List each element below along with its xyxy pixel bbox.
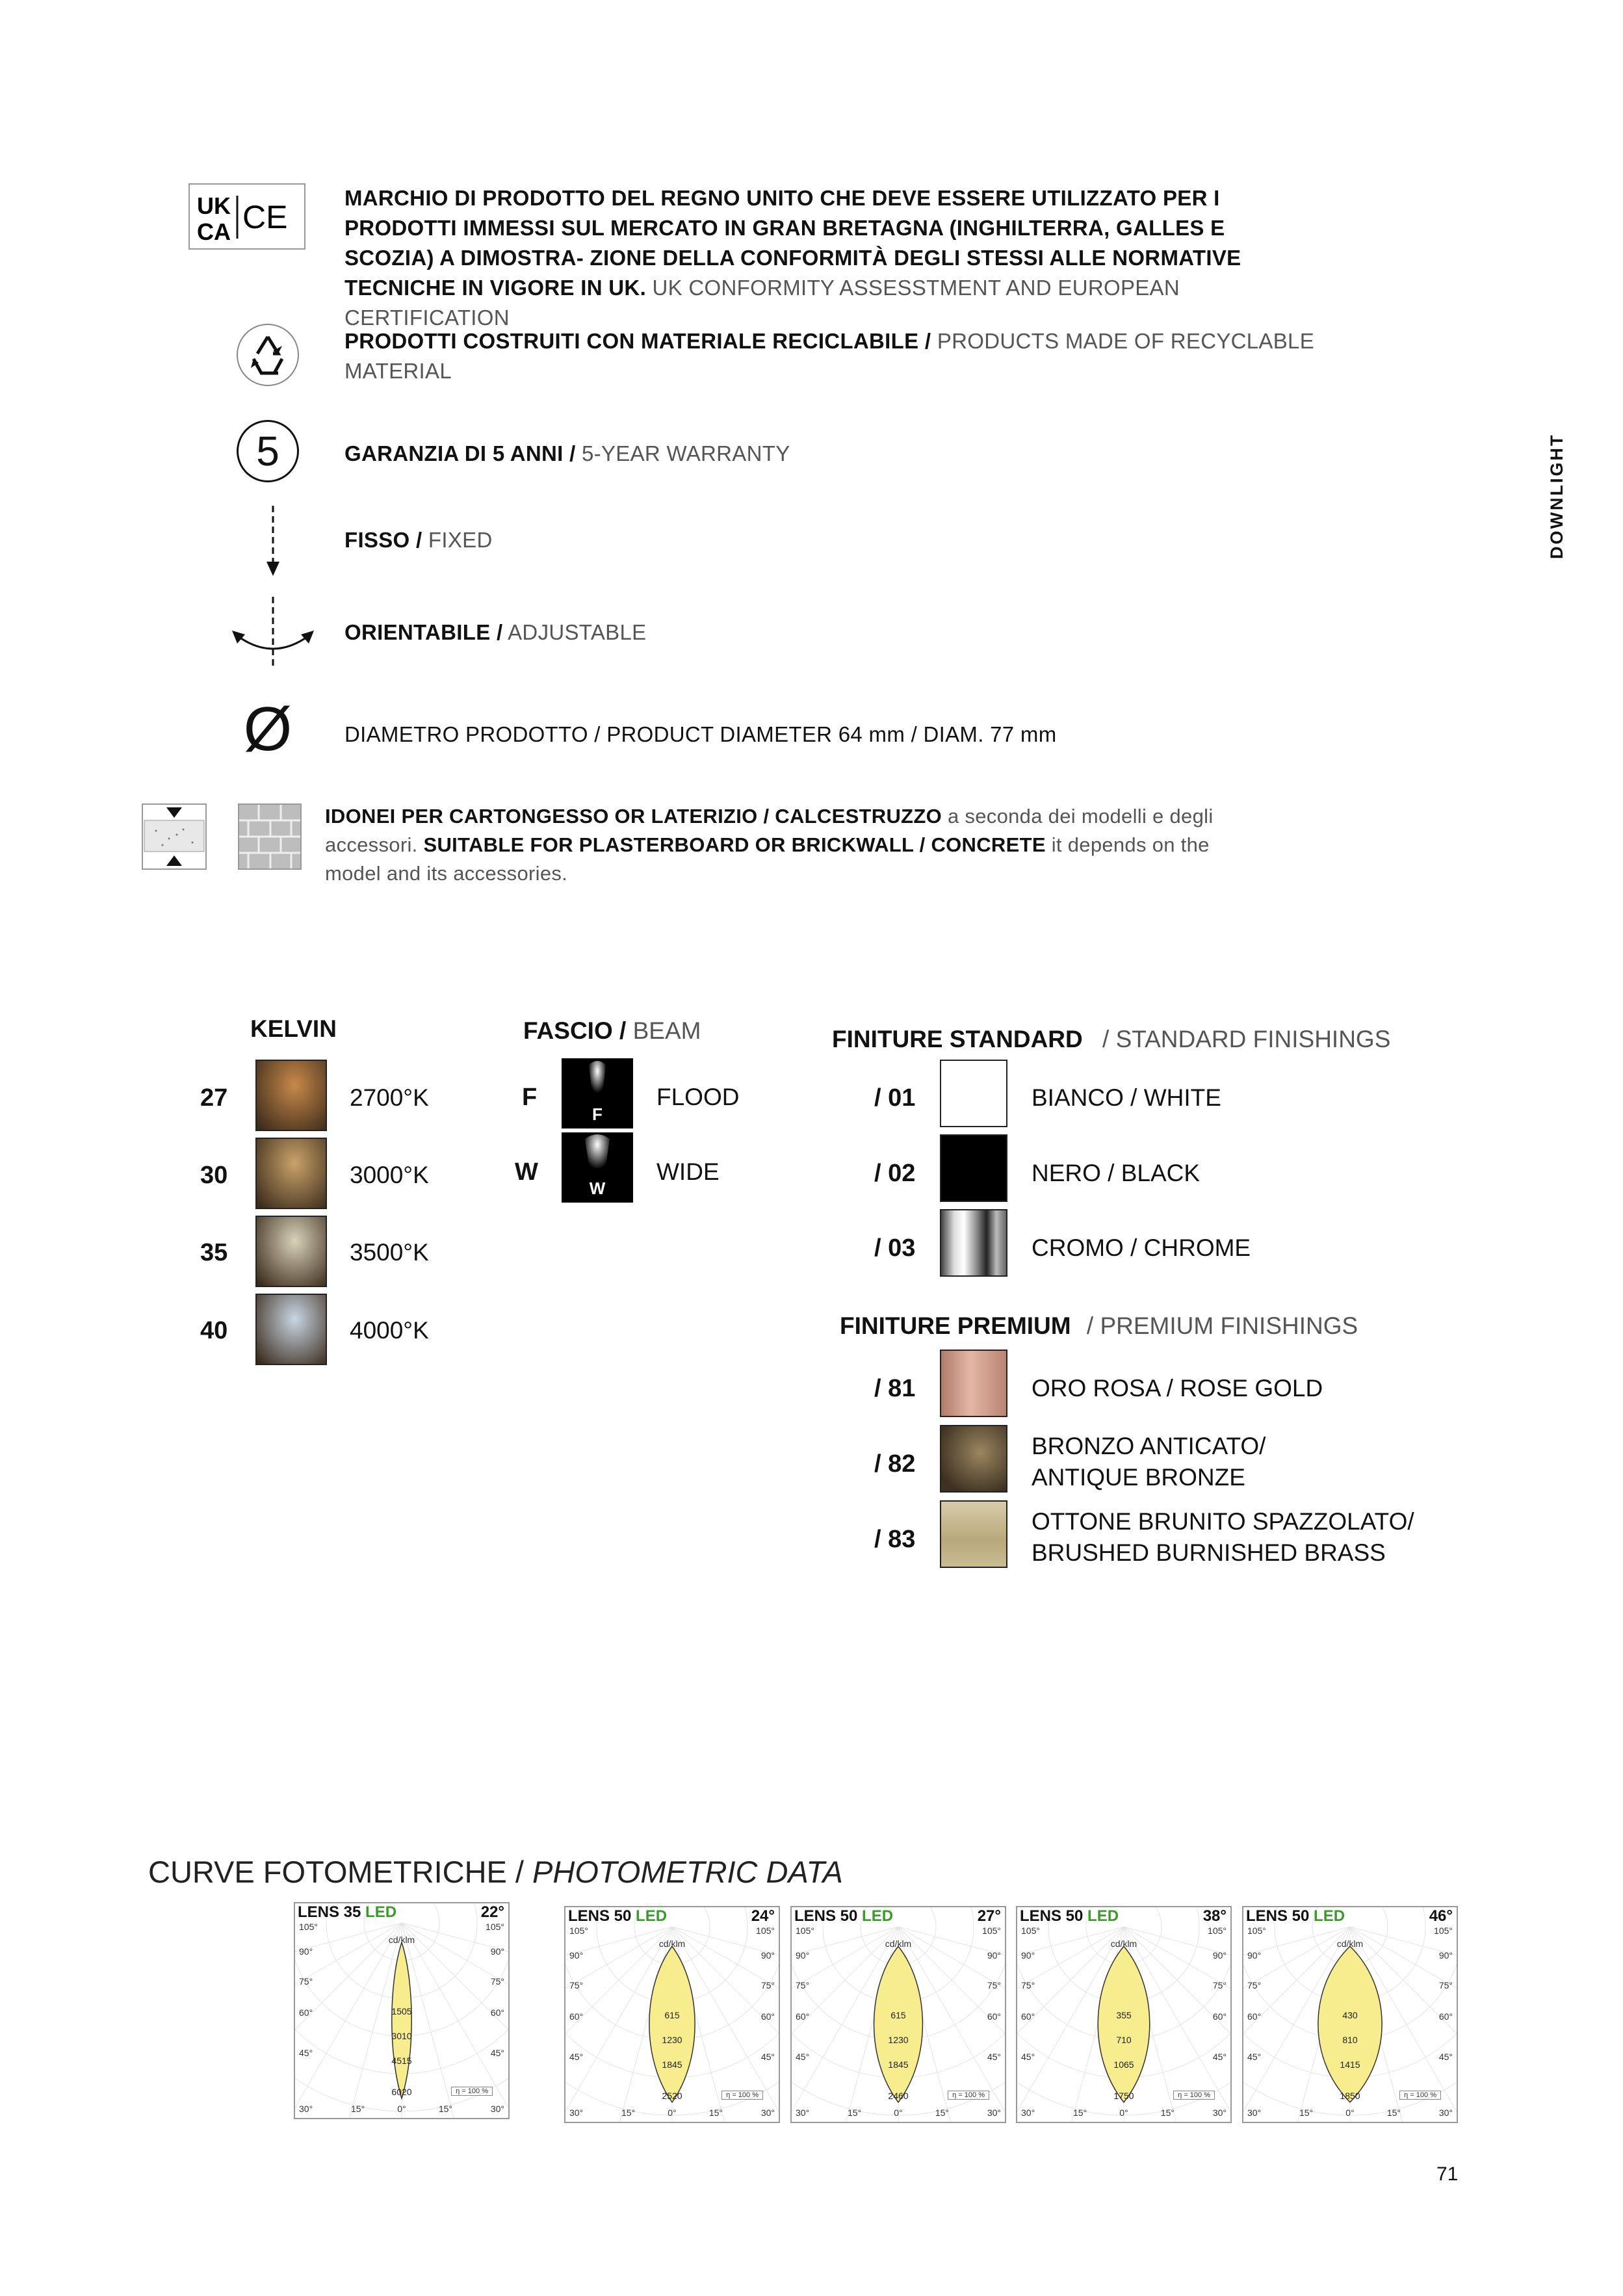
- angle-label: 30°: [987, 2107, 1001, 2118]
- install-light-en: it depends on the model and its accessories.: [325, 833, 1210, 885]
- chart-title: [1020, 1907, 1119, 1925]
- recycle-icon: [235, 322, 300, 387]
- beam-heading-light: BEAM: [632, 1017, 701, 1044]
- beam-label: WIDE: [656, 1158, 720, 1185]
- diameter-text: DIAMETRO PRODOTTO / PRODUCT DIAMETER 64 mm / DIAM. 77 mm: [344, 722, 1057, 746]
- chart-lens: LENS 50: [568, 1907, 636, 1925]
- kelvin-code: 40: [200, 1317, 228, 1344]
- angle-label: 15°: [848, 2107, 862, 2118]
- intensity-value: 430: [1342, 2010, 1358, 2020]
- angle-label: 105°: [1021, 1925, 1040, 1936]
- unit-label: cd/klm: [388, 1935, 415, 1945]
- angle-label: 90°: [1438, 1950, 1453, 1961]
- intensity-value: 1065: [1113, 2059, 1134, 2070]
- angle-label: 90°: [1247, 1950, 1262, 1961]
- beam-heading: [523, 1017, 701, 1045]
- kelvin-label: 4000°K: [350, 1317, 429, 1344]
- angle-label: 75°: [760, 1980, 775, 1990]
- intensity-value: 810: [1342, 2035, 1358, 2045]
- angle-label: 45°: [987, 2052, 1001, 2062]
- chart-title: [298, 1903, 396, 1922]
- beam-label: FLOOD: [656, 1084, 740, 1110]
- angle-label: 45°: [299, 2048, 313, 2058]
- finish-label: BIANCO / WHITE: [1032, 1084, 1221, 1111]
- angle-label: 30°: [1021, 2107, 1035, 2118]
- ukca-light-text: UK CONFORMITY ASSESSTMENT AND EUROPEAN CERTIFICATION: [344, 276, 1180, 330]
- angle-label: 75°: [987, 1980, 1001, 1990]
- kelvin-code: 35: [200, 1239, 228, 1266]
- recycle-description: [344, 326, 1319, 386]
- diameter-icon: [235, 694, 300, 764]
- angle-label: 15°: [438, 2104, 452, 2114]
- chart-led: LED: [636, 1907, 668, 1925]
- finish-label: CROMO / CHROME: [1032, 1234, 1251, 1261]
- fixed-arrow-icon: [253, 506, 292, 577]
- efficiency-label: η = 100 %: [1399, 2091, 1441, 2100]
- angle-label: 60°: [1021, 2011, 1035, 2022]
- warranty-light-text: 5-YEAR WARRANTY: [582, 441, 790, 465]
- efficiency-label: η = 100 %: [721, 2091, 763, 2100]
- photometric-title-italic: PHOTOMETRIC DATA: [532, 1855, 843, 1889]
- standard-heading-bold: FINITURE STANDARD: [832, 1026, 1083, 1052]
- ukca-ce-icon: [188, 183, 305, 250]
- angle-label: 75°: [1212, 1980, 1227, 1990]
- angle-label: 0°: [397, 2104, 406, 2114]
- wide-letter: W: [589, 1179, 606, 1198]
- finish-label: ORO ROSA / ROSE GOLD: [1032, 1375, 1323, 1402]
- angle-label: 45°: [569, 2052, 584, 2062]
- chart-beam-angle: 46°: [1429, 1907, 1453, 1925]
- recycle-bold-text: PRODOTTI COSTRUITI CON MATERIALE RECICLABILE /: [344, 329, 931, 353]
- light-distribution-lobe: [649, 1946, 695, 2102]
- angle-label: 90°: [1212, 1950, 1227, 1961]
- efficiency-label: η = 100 %: [948, 2091, 989, 2100]
- chart-title: [794, 1907, 893, 1925]
- chart-led: LED: [365, 1903, 397, 1921]
- finish-label: NERO / BLACK: [1032, 1160, 1201, 1186]
- premium-finishes-heading: [840, 1312, 1358, 1340]
- angle-label: 15°: [621, 2107, 636, 2118]
- angle-label: 30°: [1212, 2107, 1227, 2118]
- brushed-brass-finish-swatch: [940, 1500, 1007, 1568]
- kelvin-2700-swatch: [255, 1060, 327, 1131]
- angle-label: 75°: [299, 1976, 313, 1987]
- recycle-light-text: PRODUCTS MADE OF RECYCLABLE MATERIAL: [344, 329, 1315, 383]
- install-bold-en: SUITABLE FOR PLASTERBOARD OR BRICKWALL / CONCRETE: [423, 833, 1046, 856]
- finish-label-line1: BRONZO ANTICATO/: [1032, 1433, 1266, 1459]
- diameter-description: [344, 720, 1319, 750]
- light-distribution-lobe: [1318, 1946, 1382, 2102]
- premium-heading-bold: FINITURE PREMIUM: [840, 1312, 1071, 1339]
- angle-label: 45°: [760, 2052, 775, 2062]
- photometric-chart: [790, 1906, 1006, 2123]
- angle-label: 45°: [1212, 2052, 1227, 2062]
- flood-beam-icon: [562, 1058, 633, 1128]
- finish-code: / 83: [874, 1526, 916, 1553]
- angle-label: 0°: [668, 2107, 677, 2118]
- kelvin-label: 2700°K: [350, 1084, 429, 1111]
- angle-label: 15°: [708, 2107, 723, 2118]
- install-description: [325, 802, 1248, 888]
- chart-beam-angle: 22°: [480, 1903, 504, 1921]
- kelvin-label: 3000°K: [350, 1162, 429, 1188]
- angle-label: 75°: [796, 1980, 810, 1990]
- angle-label: 60°: [490, 2007, 504, 2018]
- chart-title: [568, 1907, 667, 1925]
- chart-led: LED: [1087, 1907, 1119, 1925]
- angle-label: 105°: [486, 1922, 504, 1932]
- light-distribution-lobe: [874, 1946, 923, 2102]
- efficiency-label: η = 100 %: [1173, 2091, 1215, 2100]
- intensity-value: 1750: [1113, 2091, 1134, 2101]
- angle-label: 105°: [299, 1922, 318, 1932]
- unit-label: cd/klm: [1110, 1938, 1137, 1949]
- angle-label: 15°: [1299, 2107, 1314, 2118]
- angle-label: 105°: [1208, 1925, 1227, 1936]
- chart-lens: LENS 50: [1020, 1907, 1088, 1925]
- chart-led: LED: [862, 1907, 894, 1925]
- svg-text:UK: UK: [197, 192, 231, 219]
- beam-code: F: [522, 1084, 538, 1111]
- angle-label: 105°: [1434, 1925, 1453, 1936]
- chrome-finish-swatch: [940, 1209, 1007, 1277]
- angle-label: 45°: [796, 2052, 810, 2062]
- intensity-value: 615: [664, 2010, 680, 2020]
- chart-lens: LENS 35: [298, 1903, 366, 1921]
- angle-label: 45°: [490, 2048, 504, 2058]
- intensity-value: 3010: [391, 2031, 412, 2041]
- kelvin-code: 30: [200, 1162, 228, 1189]
- premium-heading-light: / PREMIUM FINISHINGS: [1086, 1312, 1358, 1339]
- white-finish-swatch: [940, 1060, 1007, 1127]
- warranty-bold-text: GARANZIA DI 5 ANNI /: [344, 441, 576, 465]
- angle-label: 45°: [1247, 2052, 1262, 2062]
- angle-label: 105°: [569, 1925, 588, 1936]
- intensity-value: 1845: [888, 2059, 909, 2070]
- wide-beam-icon: [562, 1132, 633, 1203]
- light-distribution-lobe: [1098, 1946, 1150, 2102]
- finish-code: / 03: [874, 1234, 916, 1262]
- angle-label: 60°: [1247, 2011, 1262, 2022]
- kelvin-3000-swatch: [255, 1138, 327, 1209]
- rose-gold-finish-swatch: [940, 1350, 1007, 1417]
- angle-label: 105°: [982, 1925, 1001, 1936]
- chart-beam-angle: 24°: [751, 1907, 775, 1925]
- photometric-chart: [1242, 1906, 1458, 2123]
- intensity-value: 1505: [391, 2006, 412, 2016]
- angle-label: 30°: [490, 2104, 504, 2114]
- intensity-value: 1415: [1340, 2059, 1360, 2070]
- photometric-chart: [294, 1902, 510, 2119]
- svg-text:CE: CE: [242, 199, 288, 235]
- angle-label: 60°: [569, 2011, 584, 2022]
- finish-code: / 81: [874, 1375, 916, 1402]
- angle-label: 60°: [1212, 2011, 1227, 2022]
- antique-bronze-finish-swatch: [940, 1425, 1007, 1493]
- unit-label: cd/klm: [1336, 1938, 1364, 1949]
- angle-label: 75°: [490, 1976, 504, 1987]
- warranty-description: [344, 439, 1319, 469]
- intensity-value: 615: [890, 2010, 906, 2020]
- angle-label: 30°: [796, 2107, 810, 2118]
- diameter-symbol: Ø: [243, 694, 292, 764]
- chart-led: LED: [1314, 1907, 1345, 1925]
- fixed-bold-text: FISSO /: [344, 528, 422, 552]
- chart-beam-angle: 38°: [1202, 1907, 1227, 1925]
- angle-label: 75°: [1021, 1980, 1035, 1990]
- photometric-title-main: CURVE FOTOMETRICHE /: [148, 1855, 524, 1889]
- install-bold-it: IDONEI PER CARTONGESSO OR LATERIZIO / CALCESTRUZZO: [325, 805, 942, 828]
- intensity-value: 1850: [1340, 2091, 1360, 2101]
- angle-label: 60°: [299, 2007, 313, 2018]
- intensity-value: 1230: [662, 2035, 682, 2045]
- efficiency-label: η = 100 %: [451, 2087, 493, 2096]
- finish-label-line2: BRUSHED BURNISHED BRASS: [1032, 1539, 1386, 1566]
- chart-lens: LENS 50: [1246, 1907, 1314, 1925]
- angle-label: 45°: [1438, 2052, 1453, 2062]
- angle-label: 45°: [1021, 2052, 1035, 2062]
- svg-text:CA: CA: [197, 218, 231, 245]
- finish-code: / 82: [874, 1450, 916, 1478]
- angle-label: 0°: [1119, 2107, 1128, 2118]
- angle-label: 90°: [1021, 1950, 1035, 1961]
- intensity-value: 2520: [662, 2091, 682, 2101]
- angle-label: 60°: [1438, 2011, 1453, 2022]
- angle-label: 90°: [299, 1946, 313, 1957]
- angle-label: 15°: [351, 2104, 365, 2114]
- ukca-bold-text: MARCHIO DI PRODOTTO DEL REGNO UNITO CHE DEVE ESSERE UTILIZZATO PER I PRODOTTI IMMESSI SUL MERCATO IN GRAN BRETAGNA (INGHILTERRA, GALLES E SCOZIA) A DIMOSTRA- ZIONE DELLA CONFORMITÀ DEGLI STESSI ALLE NORMATIVE TECNICHE IN VIGORE IN UK.: [344, 186, 1241, 300]
- beam-heading-bold: FASCIO /: [523, 1017, 627, 1044]
- angle-label: 15°: [1073, 2107, 1087, 2118]
- angle-label: 105°: [756, 1925, 775, 1936]
- photometric-title: [148, 1854, 843, 1890]
- black-finish-swatch: [940, 1134, 1007, 1202]
- adjustable-description: [344, 618, 1319, 647]
- intensity-value: 2460: [888, 2091, 909, 2101]
- finish-label-multi: [1032, 1431, 1266, 1493]
- adjustable-arrow-icon: [231, 597, 315, 668]
- photometric-chart: [1016, 1906, 1232, 2123]
- standard-heading-light: / STANDARD FINISHINGS: [1102, 1026, 1391, 1052]
- chart-lens: LENS 50: [794, 1907, 863, 1925]
- fixed-description: [344, 525, 1319, 555]
- warranty-number: 5: [256, 428, 279, 475]
- finish-label-line1: OTTONE BRUNITO SPAZZOLATO/: [1032, 1508, 1414, 1535]
- angle-label: 15°: [1386, 2107, 1401, 2118]
- intensity-value: 1230: [888, 2035, 909, 2045]
- kelvin-3500-swatch: [255, 1216, 327, 1287]
- angle-label: 90°: [569, 1950, 584, 1961]
- finish-label-multi: [1032, 1506, 1414, 1569]
- finish-code: / 01: [874, 1084, 916, 1112]
- warranty-5-icon: [237, 420, 299, 482]
- angle-label: 105°: [1247, 1925, 1266, 1936]
- angle-label: 75°: [1438, 1980, 1453, 1990]
- angle-label: 60°: [796, 2011, 810, 2022]
- chart-beam-angle: 27°: [977, 1907, 1001, 1925]
- intensity-value: 355: [1116, 2010, 1132, 2020]
- unit-label: cd/klm: [885, 1938, 912, 1949]
- adjustable-light-text: ADJUSTABLE: [508, 620, 647, 644]
- kelvin-4000-swatch: [255, 1294, 327, 1365]
- photometric-chart: [564, 1906, 780, 2123]
- angle-label: 75°: [1247, 1980, 1262, 1990]
- beam-code: W: [515, 1158, 538, 1186]
- kelvin-code: 27: [200, 1084, 228, 1112]
- fixed-light-text: FIXED: [428, 528, 493, 552]
- angle-label: 90°: [760, 1950, 775, 1961]
- angle-label: 90°: [987, 1950, 1001, 1961]
- light-distribution-lobe: [392, 1942, 411, 2098]
- adjustable-bold-text: ORIENTABILE /: [344, 620, 503, 644]
- angle-label: 60°: [987, 2011, 1001, 2022]
- standard-finishes-heading: [832, 1026, 1390, 1053]
- angle-label: 60°: [760, 2011, 775, 2022]
- intensity-value: 1845: [662, 2059, 682, 2070]
- angle-label: 30°: [569, 2107, 584, 2118]
- chart-title: [1246, 1907, 1345, 1925]
- angle-label: 75°: [569, 1980, 584, 1990]
- finish-label-line2: ANTIQUE BRONZE: [1032, 1464, 1245, 1491]
- install-light-it: a seconda dei modelli e degli accessori.: [325, 805, 1214, 856]
- flood-letter: F: [592, 1104, 603, 1124]
- angle-label: 30°: [299, 2104, 313, 2114]
- unit-label: cd/klm: [658, 1938, 686, 1949]
- angle-label: 0°: [894, 2107, 903, 2118]
- angle-label: 105°: [796, 1925, 814, 1936]
- ukca-description: [344, 183, 1319, 333]
- plasterboard-icon: [142, 803, 207, 870]
- angle-label: 30°: [1247, 2107, 1262, 2118]
- intensity-value: 710: [1116, 2035, 1132, 2045]
- angle-label: 30°: [1438, 2107, 1453, 2118]
- angle-label: 90°: [490, 1946, 504, 1957]
- angle-label: 15°: [1160, 2107, 1175, 2118]
- angle-label: 15°: [935, 2107, 949, 2118]
- brickwall-icon: [238, 803, 302, 870]
- kelvin-label: 3500°K: [350, 1239, 429, 1266]
- side-tab-downlight: DOWNLIGHT: [1547, 433, 1566, 559]
- kelvin-heading: KELVIN: [250, 1015, 337, 1042]
- page-number: 71: [1436, 2163, 1459, 2185]
- angle-label: 30°: [760, 2107, 775, 2118]
- angle-label: 90°: [796, 1950, 810, 1961]
- finish-code: / 02: [874, 1160, 916, 1187]
- angle-label: 0°: [1345, 2107, 1355, 2118]
- intensity-value: 6020: [391, 2087, 412, 2097]
- intensity-value: 4515: [391, 2055, 412, 2066]
